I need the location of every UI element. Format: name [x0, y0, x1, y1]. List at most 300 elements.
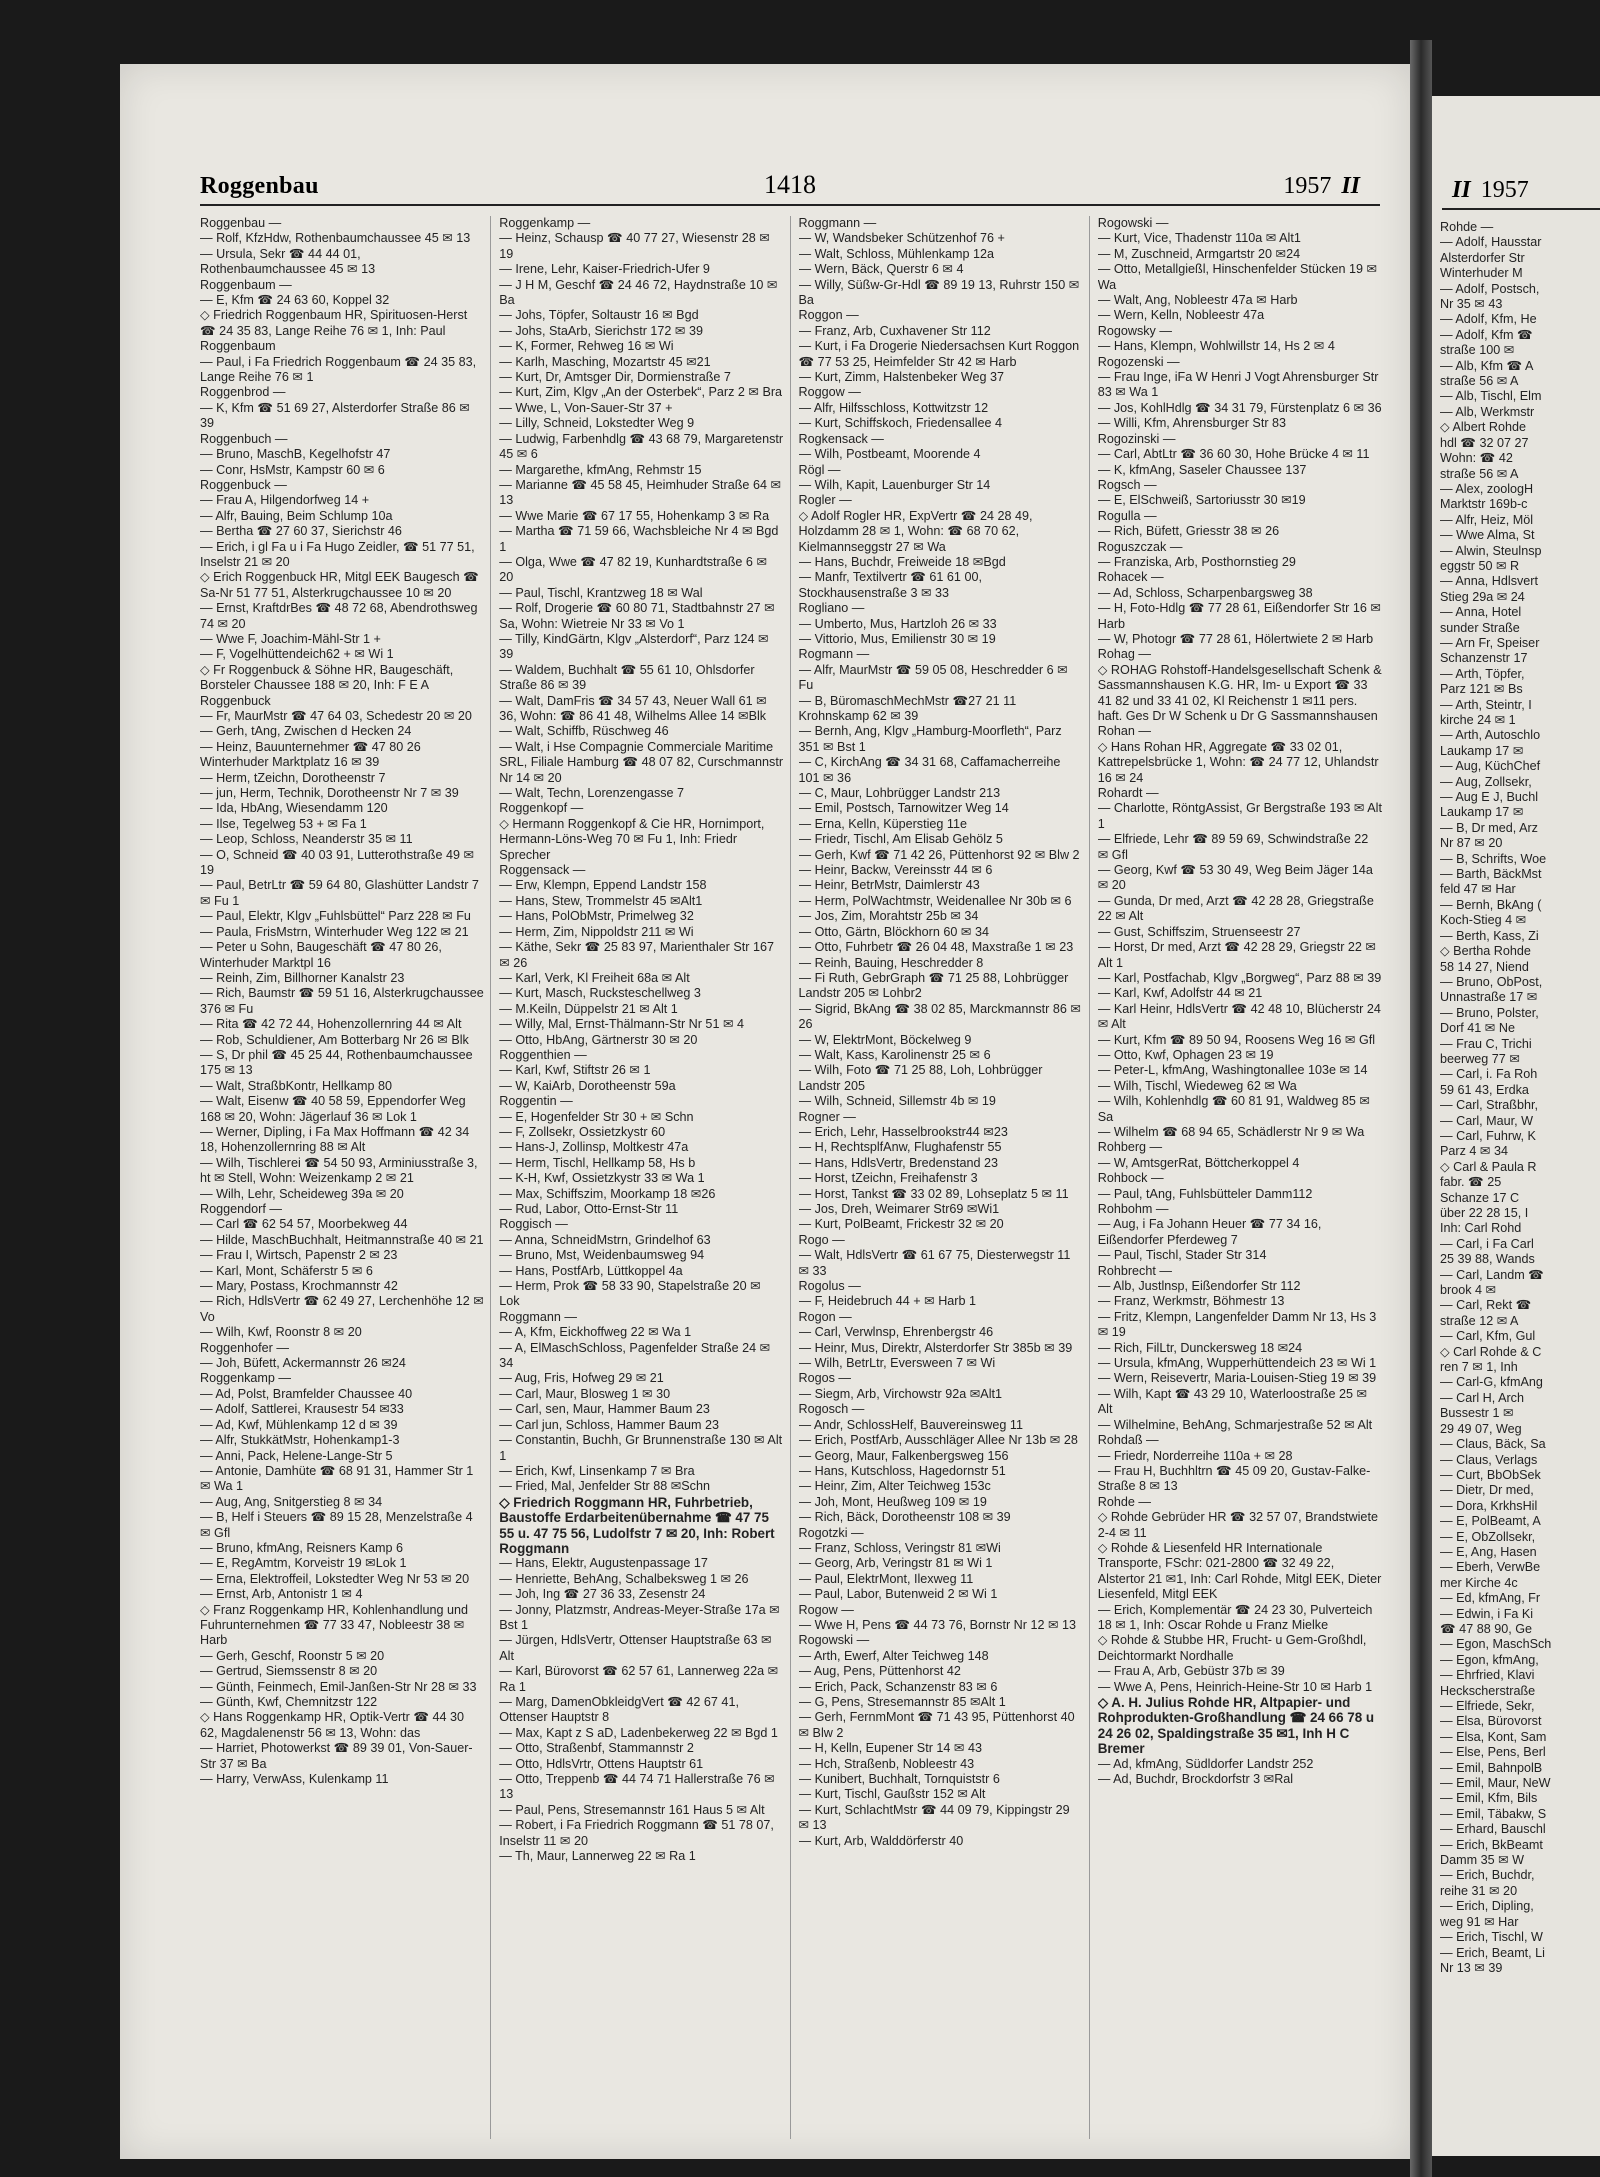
- right-entry: Heckscherstraße: [1440, 1683, 1536, 1698]
- directory-entry: — Heinz, Schausp ☎ 40 77 27, Wiesenstr 28 ✉ 19: [499, 231, 770, 261]
- right-entry: 59 61 43, Erdka: [1440, 1082, 1529, 1097]
- directory-entry: — Jürgen, HdlsVertr, Ottenser Hauptstraße 63 ✉ Alt: [499, 1633, 772, 1663]
- surname-heading: Roggenkamp —: [499, 216, 591, 230]
- right-entry: — Egon, MaschSch: [1440, 1637, 1552, 1652]
- running-head: [200, 164, 1380, 206]
- directory-entry: — Wilhelmine, BehAng, Schmarjestraße 52 ✉ Alt: [1097, 1417, 1373, 1432]
- directory-entry: — Kurt, Vice, Thadenstr 110a ✉ Alt1: [1097, 231, 1301, 246]
- directory-entry: — Walt, Schiffb, Rüschweg 46: [499, 724, 669, 739]
- directory-entry: — Karl, Mont, Schäferstr 5 ✉ 6: [200, 1263, 373, 1278]
- directory-entry: — Henriette, BehAng, Schalbeksweg 1 ✉ 26: [499, 1571, 749, 1586]
- right-entry: — Erich, Dipling,: [1440, 1899, 1534, 1914]
- directory-entry: — Georg, Maur, Falkenbergsweg 156: [798, 1448, 1009, 1463]
- right-entry: — Ed, kfmAng, Fr: [1440, 1591, 1541, 1606]
- directory-entry: — Erich, Komplementär ☎ 24 23 30, Pulverteich 18 ✉ 1, Inh: Oscar Rohde u Franz Mielke: [1097, 1602, 1373, 1632]
- directory-entry: — Heinr, BetrMstr, Daimlerstr 43: [798, 878, 980, 893]
- directory-entry: ◇ Hermann Roggenkopf & Cie HR, Hornimport, Hermann-Löns-Weg 70 ✉ Fu 1, Inh: Friedr Sprecher: [499, 816, 765, 862]
- directory-entry: — Walt, DamFris ☎ 34 57 43, Neuer Wall 61 ✉ 36, Wohn: ☎ 86 41 48, Wilhelms Allee 14 ✉Blk: [499, 693, 767, 723]
- surname-heading: Roggenbuch —: [200, 431, 288, 446]
- directory-entry: — Otto, Metallgießl, Hinschenfelder Stücken 19 ✉ Wa: [1097, 262, 1378, 292]
- right-entry: — Erich, Buchdr,: [1440, 1868, 1535, 1883]
- directory-entry: — Kurt, Zimm, Halstenbeker Weg 37: [798, 370, 1005, 385]
- right-entry: kirche 24 ✉ 1: [1440, 713, 1516, 727]
- directory-entry: — Hilde, MaschBuchhalt, Heitmannstraße 40 ✉ 21: [200, 1232, 484, 1247]
- directory-entry: — H, Kelln, Eupener Str 14 ✉ 43: [798, 1741, 982, 1756]
- directory-entry: — Erna, Elektroffeil, Lokstedter Weg Nr 53 ✉ 20: [200, 1571, 470, 1586]
- directory-entry: ◇ Adolf Rogler HR, ExpVertr ☎ 24 28 49, Holzdamm 28 ✉ 1, Wohn: ☎ 68 70 62, Kielmannseggstr 27 ✉ Wa: [798, 508, 1033, 554]
- directory-entry: — Wwe Marie ☎ 67 17 55, Hohenkamp 3 ✉ Ra: [499, 508, 770, 523]
- directory-entry: — Paul, Labor, Butenweid 2 ✉ Wi 1: [798, 1587, 998, 1602]
- directory-entry: — Otto, HdlsVrtr, Ottens Hauptstr 61: [499, 1756, 704, 1771]
- directory-entry: ◇ Franz Roggenkamp HR, Kohlenhandlung und Fuhrunternehmen ☎ 77 33 47, Nobleestr 38 ✉ Harb: [200, 1602, 469, 1648]
- directory-entry: — Kurt, Kfm ☎ 89 50 94, Roosens Weg 16 ✉ Gfl: [1097, 1032, 1376, 1047]
- right-entry: — Carl H, Arch: [1440, 1390, 1524, 1405]
- directory-entry: — Paul, i Fa Friedrich Roggenbaum ☎ 24 35 83, Lange Reihe 76 ✉ 1: [200, 354, 477, 385]
- right-entry: Marktstr 169b-c: [1440, 497, 1528, 512]
- right-entry: ◇ Albert Rohde: [1440, 420, 1526, 435]
- right-entry: straße 56 ✉ A: [1440, 466, 1519, 481]
- directory-entry: — Otto, Fuhrbetr ☎ 26 04 48, Maxstraße 1 ✉ 23: [798, 940, 1074, 955]
- directory-entry: — E, Hogenfelder Str 30 + ✉ Schn: [499, 1109, 694, 1124]
- directory-entry: — Jos, Zim, Morahtstr 25b ✉ 34: [798, 909, 979, 924]
- directory-entry: — Leop, Schloss, Neanderstr 35 ✉ 11: [200, 832, 413, 847]
- surname-heading: Rogler —: [798, 493, 852, 508]
- right-entry: — Carl, i Fa Carl: [1440, 1236, 1534, 1251]
- directory-entry: — Ida, HbAng, Wiesendamm 120: [200, 801, 388, 816]
- directory-entry: — Gunda, Dr med, Arzt ☎ 42 28 28, Griegstraße 22 ✉ Alt: [1097, 893, 1374, 924]
- directory-entry: — Wwe F, Joachim-Mähl-Str 1 +: [200, 631, 381, 646]
- directory-entry: — Anni, Pack, Helene-Lange-Str 5: [200, 1448, 393, 1463]
- directory-entry: — Wilh, Tischl, Wiedeweg 62 ✉ Wa: [1097, 1078, 1297, 1093]
- directory-entry: — Joh, Mont, Heußweg 109 ✉ 19: [798, 1494, 987, 1509]
- directory-entry: — Friedr, Tischl, Am Elisab Gehölz 5: [798, 832, 1003, 847]
- directory-entry: — Kurt, Zim, Klgv „An der Osterbek“, Parz 2 ✉ Bra: [499, 385, 783, 400]
- directory-entry: — E, ElSchweiß, Sartoriusstr 30 ✉19: [1097, 493, 1306, 508]
- right-entry: Inh: Carl Rohd: [1440, 1221, 1522, 1236]
- right-entry: — Emil, Kfm, Bils: [1440, 1791, 1538, 1806]
- right-entry: über 22 28 15, I: [1440, 1206, 1529, 1220]
- right-entry: Parz 121 ✉ Bs: [1440, 682, 1523, 697]
- directory-entry: — Bruno, kfmAng, Reisners Kamp 6: [200, 1540, 403, 1555]
- right-entry: fabr. ☎ 25: [1440, 1175, 1502, 1190]
- directory-entry: — Frau H, Buchhltrn ☎ 45 09 20, Gustav-Falke-Straße 8 ✉ 13: [1097, 1463, 1371, 1494]
- surname-heading: Rogozenski —: [1097, 354, 1180, 369]
- right-entry: sunder Straße: [1440, 620, 1520, 635]
- directory-columns: [200, 216, 1388, 2139]
- directory-entry: — Rolf, Drogerie ☎ 60 80 71, Stadtbahnstr 27 ✉ Sa, Wohn: Wietreie Nr 33 ✉ Vo 1: [499, 601, 775, 631]
- directory-entry: — Rob, Schuldiener, Am Botterbarg Nr 26 ✉ Blk: [200, 1032, 469, 1047]
- directory-entry: — Gerh, FernmMont ☎ 71 43 95, Püttenhorst 40 ✉ Blw 2: [798, 1710, 1075, 1740]
- right-entry: — Alfr, Heiz, Möl: [1440, 512, 1534, 527]
- directory-entry: — Paul, ElektrMont, Ilexweg 11: [798, 1571, 974, 1586]
- directory-entry: — Willy, Süßw-Gr-Hdl ☎ 89 19 13, Ruhrstr 150 ✉ Ba: [798, 277, 1080, 308]
- right-entry: Wohn: ☎ 42: [1440, 451, 1513, 466]
- directory-entry: — F, Zollsekr, Ossietzkystr 60: [499, 1124, 666, 1139]
- directory-entry: — E, RegAmtm, Korveistr 19 ✉Lok 1: [200, 1556, 407, 1571]
- directory-entry: — Hans-J, Zollinsp, Moltkestr 47a: [499, 1140, 689, 1155]
- directory-entry: — Hans, PostfArb, Lüttkoppel 4a: [499, 1263, 683, 1278]
- directory-entry: — Erich, i gl Fa u i Fa Hugo Zeidler, ☎ 51 77 51, Inselstr 21 ✉ 20: [200, 539, 475, 569]
- directory-entry: — Wilh, BetrLtr, Eversween 7 ✉ Wi: [798, 1356, 996, 1371]
- directory-entry: — F, Vogelhüttendeich62 + ✉ Wi 1: [200, 647, 394, 662]
- directory-entry: — Heinr, Backw, Vereinsstr 44 ✉ 6: [798, 863, 993, 878]
- directory-entry: — Wilh, Kwf, Roonstr 8 ✉ 20: [200, 1325, 362, 1340]
- directory-entry: — Hans, Klempn, Wohlwillstr 14, Hs 2 ✉ 4: [1097, 339, 1335, 354]
- directory-entry: — Andr, SchlossHelf, Bauvereinsweg 11: [798, 1417, 1023, 1432]
- directory-entry: — Joh, Ing ☎ 27 36 33, Zesenstr 24: [499, 1587, 706, 1602]
- directory-entry: — Alfr, StukkätMstr, Hohenkamp1-3: [200, 1433, 400, 1448]
- directory-entry: ◇ A. H. Julius Rohde HR, Altpapier- und Rohprodukten-Großhandlung ☎ 24 66 78 u 24 26 02, Spaldingstraße 35 ✉1, Inh H C Bremer: [1097, 1695, 1375, 1757]
- right-entry: — Berth, Kass, Zi: [1440, 928, 1539, 943]
- right-entry: — Arth, Töpfer,: [1440, 666, 1525, 681]
- directory-entry: — Werner, Dipling, i Fa Max Hoffmann ☎ 42 34 18, Hohenzollernring 88 ✉ Alt: [200, 1124, 470, 1155]
- directory-entry: — H, RechtsplfAnw, Flughafenstr 55: [798, 1140, 1002, 1155]
- directory-entry: — Willy, Mal, Ernst-Thälmann-Str Nr 51 ✉ 4: [499, 1017, 744, 1032]
- directory-entry: ◇ Rohde Gebrüder HR ☎ 32 57 07, Brandstwiete 2-4 ✉ 11: [1097, 1510, 1378, 1540]
- surname-heading: Rogosch —: [798, 1402, 865, 1417]
- directory-entry: — Franz, Arb, Cuxhavener Str 112: [798, 323, 991, 338]
- directory-entry: — Heinz, Bauunternehmer ☎ 47 80 26 Winterhuder Marktplatz 16 ✉ 39: [200, 739, 421, 770]
- right-entry: Stieg 29a ✉ 24: [1440, 589, 1525, 604]
- directory-entry: — Aug, i Fa Johann Heuer ☎ 77 34 16, Eißendorfer Pferdeweg 7: [1097, 1217, 1322, 1247]
- directory-entry: — Karl, Kwf, Adolfstr 44 ✉ 21: [1097, 986, 1263, 1001]
- surname-heading: Roggenbrod —: [200, 385, 286, 400]
- directory-entry: — Harriet, Photowerkst ☎ 89 39 01, Von-Sauer-Str 37 ✉ Ba: [200, 1741, 473, 1771]
- right-entry: — Carl, Kfm, Gul: [1440, 1329, 1536, 1344]
- surname-heading: Roggmann —: [499, 1309, 577, 1324]
- surname-heading: Rogon —: [798, 1309, 852, 1324]
- right-running-head: [1442, 168, 1600, 210]
- directory-entry: — Rich, Büfett, Griesstr 38 ✉ 26: [1097, 524, 1280, 539]
- directory-entry: ◇ Hans Rohan HR, Aggregate ☎ 33 02 01, Kattrepelsbrücke 1, Wohn: ☎ 24 77 12, Uhlandstr 16 ✉ 24: [1097, 739, 1379, 785]
- directory-entry: — Herm, PolWachtmstr, Weidenallee Nr 30b ✉ 6: [798, 893, 1072, 908]
- right-entry: ren 7 ✉ 1, Inh: [1440, 1360, 1518, 1375]
- column-1: [200, 216, 491, 2139]
- directory-entry: — A, ElMaschSchloss, Pagenfelder Straße 24 ✉ 34: [499, 1340, 771, 1371]
- directory-entry: — Ursula, kfmAng, Wupperhüttendeich 23 ✉ Wi 1: [1097, 1356, 1377, 1371]
- directory-entry: — W, Wandsbeker Schützenhof 76 +: [798, 231, 1005, 246]
- directory-entry: — K, Kfm ☎ 51 69 27, Alsterdorfer Straße 86 ✉ 39: [200, 400, 470, 431]
- right-entry: — B, Dr med, Arz: [1440, 820, 1538, 835]
- surname-heading: Rogulla —: [1097, 508, 1157, 523]
- right-entry: eggstr 50 ✉ R: [1440, 558, 1520, 573]
- surname-heading: Rohberg —: [1097, 1140, 1163, 1155]
- right-entry: — Claus, Bäck, Sa: [1440, 1437, 1546, 1452]
- directory-entry: — Frau I, Wirtsch, Papenstr 2 ✉ 23: [200, 1248, 398, 1263]
- surname-heading: Roggensack —: [499, 863, 586, 878]
- directory-entry: — Walt, Schloss, Mühlenkamp 12a: [798, 246, 995, 261]
- directory-entry: — Martha ☎ 71 59 66, Wachsbleiche Nr 4 ✉ Bgd 1: [499, 524, 779, 554]
- directory-entry: — Rich, Baumstr ☎ 59 51 16, Alsterkrugchaussee 376 ✉ Fu: [200, 986, 484, 1016]
- right-entry: 25 39 88, Wands: [1440, 1252, 1535, 1267]
- directory-entry: — Kunibert, Buchhalt, Tornquiststr 6: [798, 1772, 1000, 1787]
- directory-entry: — Hans, Stew, Trommelstr 45 ✉Alt1: [499, 893, 703, 908]
- directory-entry: — Aug, Fris, Hofweg 29 ✉ 21: [499, 1371, 664, 1386]
- directory-entry: ◇ Friedrich Roggmann HR, Fuhrbetrieb, Baustoffe Erdarbeitenübernahme ☎ 47 75 55 u. 47 75 56, Ludolfstr 7 ✉ 20, Inh: Robert Roggmann: [499, 1494, 775, 1556]
- directory-entry: — Horst, tZeichn, Freihafenstr 3: [798, 1171, 978, 1186]
- right-entry: — Claus, Verlags: [1440, 1452, 1538, 1467]
- directory-entry: — Robert, i Fa Friedrich Roggmann ☎ 51 78 07, Inselstr 11 ✉ 20: [499, 1818, 774, 1848]
- directory-entry: — Erich, Lehr, Hasselbrookstr44 ✉23: [798, 1124, 1008, 1139]
- surname-heading: Rohbohm —: [1097, 1202, 1169, 1216]
- right-entry: Laukamp 17 ✉: [1440, 805, 1524, 820]
- right-entry: reihe 31 ✉ 20: [1440, 1883, 1518, 1898]
- right-entry: — Emil, Maur, NeW: [1440, 1776, 1551, 1791]
- directory-entry: — Walt, Kass, Karolinenstr 25 ✉ 6: [798, 1047, 991, 1062]
- right-entry: — Wwe Alma, St: [1440, 528, 1535, 543]
- surname-heading: Rogowsky —: [1097, 323, 1172, 338]
- surname-heading: Rogowski —: [798, 1633, 870, 1648]
- right-entry: — Carl, Fuhrw, K: [1440, 1128, 1536, 1143]
- directory-entry: — Kurt, SchlachtMstr ☎ 44 09 79, Kippingstr 29 ✉ 13: [798, 1802, 1070, 1833]
- directory-entry: — W, KaiArb, Dorotheenstr 59a: [499, 1078, 676, 1093]
- directory-entry: — Alb, Justlnsp, Eißendorfer Str 112: [1097, 1279, 1301, 1294]
- directory-entry: — Walt, Eisenw ☎ 40 58 59, Eppendorfer Weg 168 ✉ 20, Wohn: Jägerlauf 36 ✉ Lok 1: [200, 1094, 466, 1124]
- directory-entry: — Kurt, Masch, Rucksteschellweg 3: [499, 986, 701, 1001]
- right-entry: — Elsa, Kont, Sam: [1440, 1729, 1547, 1744]
- header-year: 1957: [1283, 173, 1332, 199]
- directory-entry: — C, Maur, Lohbrügger Landstr 213: [798, 786, 1001, 801]
- surname-heading: Rohdaß —: [1097, 1433, 1159, 1448]
- directory-entry: — A, Kfm, Eickhoffweg 22 ✉ Wa 1: [499, 1325, 692, 1340]
- right-entry: hdl ☎ 32 07 27: [1440, 435, 1529, 450]
- right-entry: — Aug E J, Buchl: [1440, 790, 1539, 805]
- right-entry: — Arth, Steintr, I: [1440, 697, 1532, 712]
- directory-entry: — Erw, Klempn, Eppend Landstr 158: [499, 878, 707, 893]
- right-column: [1440, 220, 1600, 1976]
- directory-entry: — Walt, Techn, Lorenzengasse 7: [499, 786, 685, 801]
- surname-heading: Roggenbuck —: [200, 477, 287, 492]
- surname-heading: Roggendorf —: [200, 1202, 282, 1216]
- right-entry: — Carl-G, kfmAng: [1440, 1375, 1543, 1390]
- right-entry: Damm 35 ✉ W: [1440, 1853, 1525, 1868]
- right-entry: Schanze 17 C: [1440, 1190, 1520, 1205]
- right-entry: mer Kirche 4c: [1440, 1575, 1518, 1590]
- header-year-section: [1283, 173, 1360, 200]
- directory-entry: — Anna, SchneidMstrn, Grindelhof 63: [499, 1232, 711, 1247]
- surname-heading: Rogsch —: [1097, 477, 1157, 492]
- surname-heading: Rogolus —: [798, 1279, 861, 1294]
- right-entry: — Emil, Täbakw, S: [1440, 1806, 1547, 1821]
- directory-entry: — Walt, Ang, Nobleestr 47a ✉ Harb: [1097, 293, 1298, 308]
- right-entry: — Bruno, ObPost,: [1440, 974, 1543, 989]
- directory-entry: — Otto, Straßenbf, Stammannstr 2: [499, 1741, 694, 1756]
- directory-entry: — Ad, kfmAng, Südldorfer Landstr 252: [1097, 1756, 1314, 1771]
- right-entry: — Barth, BäckMst: [1440, 867, 1542, 882]
- directory-entry: — Fi Ruth, GebrGraph ☎ 71 25 88, Lohbrügger Landstr 205 ✉ Lohbr2: [798, 970, 1069, 1001]
- directory-entry: — Gerh, Kwf ☎ 71 42 26, Püttenhorst 92 ✉ Blw 2: [798, 847, 1080, 862]
- directory-entry: — Rolf, KfzHdw, Rothenbaumchaussee 45 ✉ 13: [200, 231, 471, 246]
- right-entry: — E, ObZollsekr,: [1440, 1529, 1536, 1544]
- directory-entry: — Carl, AbtLtr ☎ 36 60 30, Hohe Brücke 4 ✉ 11: [1097, 447, 1370, 462]
- directory-entry: — Ursula, Sekr ☎ 44 44 01, Rothenbaumchaussee 45 ✉ 13: [200, 246, 376, 277]
- directory-entry: — Paul, tAng, Fuhlsbütteler Damm112: [1097, 1186, 1313, 1201]
- right-entry: — Emil, BahnpolB: [1440, 1760, 1543, 1775]
- directory-entry: — Willi, Kfm, Ahrensburger Str 83: [1097, 416, 1287, 431]
- right-entry: 58 14 27, Niend: [1440, 959, 1529, 974]
- directory-entry: — Walt, i Hse Compagnie Commerciale Maritime SRL, Filiale Hamburg ☎ 48 07 82, Curschmannstr Nr 14 ✉ 20: [499, 739, 784, 785]
- directory-entry: — Karl, Verk, Kl Freiheit 68a ✉ Alt: [499, 970, 690, 985]
- directory-entry: — Ernst, Arb, Antonistr 1 ✉ 4: [200, 1587, 363, 1602]
- directory-entry: — Herm, Prok ☎ 58 33 90, Stapelstraße 20 ✉ Lok: [499, 1279, 761, 1309]
- surname-heading: Rogow —: [798, 1602, 854, 1617]
- directory-entry: — Gerh, tAng, Zwischen d Hecken 24: [200, 724, 412, 739]
- right-entry: — Erich, BkBeamt: [1440, 1837, 1543, 1852]
- book-gutter: [1410, 40, 1432, 2177]
- directory-entry: ◇ Rohde & Stubbe HR, Frucht- u Gem-Großhdl, Deichtormarkt Nordhalle: [1097, 1633, 1367, 1663]
- directory-entry: ◇ Erich Roggenbuck HR, Mitgl EEK Baugesch ☎ Sa-Nr 51 77 51, Alsterkrugchaussee 10 ✉ 20: [200, 570, 479, 600]
- directory-entry: — B, BüromaschMechMstr ☎27 21 11 Krohnskamp 62 ✉ 39: [798, 693, 1017, 723]
- directory-entry: — Reinh, Bauing, Heschredder 8: [798, 955, 984, 970]
- directory-entry: — Ad, Kwf, Mühlenkamp 12 d ✉ 39: [200, 1417, 398, 1432]
- right-entry: Winterhuder M: [1440, 266, 1523, 281]
- directory-entry: — Kurt, Tischl, Gaußstr 152 ✉ Alt: [798, 1787, 986, 1802]
- directory-entry: — Bertha ☎ 27 60 37, Sierichstr 46: [200, 524, 402, 539]
- right-entry: — Anna, Hotel: [1440, 605, 1522, 620]
- directory-entry: — Walt, HdlsVertr ☎ 61 67 75, Diesterwegstr 11 ✉ 33: [798, 1248, 1071, 1278]
- right-entry: — Elfriede, Sekr,: [1440, 1699, 1535, 1713]
- right-entry: — Adolf, Kfm ☎: [1440, 327, 1533, 342]
- right-entry: — Erich, Tischl, W: [1440, 1930, 1543, 1945]
- directory-entry: — Karl Heinr, HdlsVertr ☎ 42 48 10, Blücherstr 24 ✉ Alt: [1097, 1001, 1381, 1032]
- directory-entry: — Charlotte, RöntgAssist, Gr Bergstraße 193 ✉ Alt 1: [1097, 801, 1382, 831]
- directory-entry: — Paul, Pens, Stresemannstr 161 Haus 5 ✉ Alt: [499, 1802, 765, 1817]
- right-entry: — Alwin, Steulnsp: [1440, 543, 1542, 558]
- right-entry: beerweg 77 ✉: [1440, 1051, 1520, 1066]
- directory-entry: — Carl, Maur, Blosweg 1 ✉ 30: [499, 1386, 671, 1401]
- directory-entry: — Wwe A, Pens, Heinrich-Heine-Str 10 ✉ Harb 1: [1097, 1679, 1373, 1694]
- directory-entry: ◇ Rohde & Liesenfeld HR Internationale Transporte, FSchr: 021-2800 ☎ 32 49 22, Alstertor 21 ✉1, Inh: Carl Rohde, Mitgl EEK, Dieter Liesenfeld, Mitgl EEK: [1097, 1540, 1382, 1602]
- directory-entry: — Rud, Labor, Otto-Ernst-Str 11: [499, 1202, 679, 1216]
- directory-entry: — H, Foto-Hdlg ☎ 77 28 61, Eißendorfer Str 16 ✉ Harb: [1097, 601, 1381, 631]
- right-entry: — Else, Pens, Berl: [1440, 1745, 1546, 1760]
- directory-entry: — Hans, HdlsVertr, Bredenstand 23: [798, 1155, 999, 1170]
- right-entry: straße 12 ✉ A: [1440, 1313, 1519, 1328]
- right-entry: — Alb, Werkmstr: [1440, 404, 1535, 419]
- directory-entry: — Günth, Kwf, Chemnitzstr 122: [200, 1695, 378, 1709]
- directory-entry: — Wwe, L, Von-Sauer-Str 37 +: [499, 400, 673, 415]
- directory-entry: — Horst, Dr med, Arzt ☎ 42 28 29, Griegstr 22 ✉ Alt 1: [1097, 940, 1376, 970]
- directory-entry: — Peter u Sohn, Baugeschäft ☎ 47 80 26, Winterhuder Marktpl 16: [200, 940, 442, 970]
- directory-entry: — Wern, Kelln, Nobleestr 47a: [1097, 308, 1265, 323]
- directory-entry: — Heinr, Zim, Alter Teichweg 153c: [798, 1479, 991, 1494]
- directory-entry: — Paula, FrisMstrn, Winterhuder Weg 122 ✉ 21: [200, 924, 469, 939]
- directory-entry: — Elfriede, Lehr ☎ 89 59 69, Schwindstraße 22 ✉ Gfl: [1097, 832, 1369, 862]
- directory-entry: — Harry, VerwAss, Kulenkamp 11: [200, 1772, 389, 1787]
- surname-heading: Rogkensack —: [798, 431, 884, 446]
- surname-heading: Rogner —: [798, 1109, 856, 1124]
- directory-entry: — Wilh, Foto ☎ 71 25 88, Loh, Lohbrügger Landstr 205: [798, 1063, 1043, 1093]
- directory-entry: — Frau Inge, iFa W Henri J Vogt Ahrensburger Str 83 ✉ Wa 1: [1097, 370, 1379, 400]
- directory-entry: — Reinh, Zim, Billhorner Kanalstr 23: [200, 970, 405, 985]
- directory-entry: — Carl ☎ 62 54 57, Moorbekweg 44: [200, 1217, 408, 1232]
- right-entry: 29 49 07, Weg: [1440, 1421, 1522, 1436]
- surname-heading: Roggentin —: [499, 1094, 573, 1109]
- right-entry: — Alb, Kfm ☎ A: [1440, 358, 1534, 373]
- directory-entry: — Wilh, Lehr, Scheideweg 39a ✉ 20: [200, 1186, 404, 1201]
- directory-entry: — Otto, Treppenb ☎ 44 74 71 Hallerstraße 76 ✉ 13: [499, 1772, 775, 1802]
- directory-entry: — Johs, Töpfer, Soltaustr 16 ✉ Bgd: [499, 308, 699, 323]
- header-keyword: Roggenbau: [200, 173, 319, 199]
- directory-entry: — Bernh, Ang, Klgv „Hamburg-Moorfleth“, Parz 351 ✉ Bst 1: [798, 724, 1062, 754]
- column-3: [799, 216, 1090, 2139]
- right-entry: — Erich, Beamt, Li: [1440, 1945, 1545, 1960]
- header-section: II: [1341, 173, 1360, 199]
- right-entry: — Carl, i. Fa Roh: [1440, 1067, 1538, 1082]
- right-entry: — Curt, BbObSek: [1440, 1467, 1541, 1482]
- surname-heading: Rohardt —: [1097, 786, 1159, 801]
- directory-entry: — Wern, Reisevertr, Maria-Louisen-Stieg 19 ✉ 39: [1097, 1371, 1377, 1386]
- directory-entry: — Rich, FilLtr, Dunckersweg 18 ✉24: [1097, 1340, 1303, 1355]
- directory-entry: — W, ElektrMont, Böckelweg 9: [798, 1032, 972, 1047]
- directory-entry: — Wilh, Schneid, Sillemstr 4b ✉ 19: [798, 1094, 996, 1109]
- directory-entry: — Umberto, Mus, Hartzloh 26 ✉ 33: [798, 616, 997, 631]
- directory-entry: — Herm, Zim, Nippoldstr 211 ✉ Wi: [499, 924, 694, 939]
- directory-entry: — Lilly, Schneid, Lokstedter Weg 9: [499, 416, 695, 431]
- directory-entry: — Erich, Kwf, Linsenkamp 7 ✉ Bra: [499, 1463, 695, 1478]
- right-entry: — Bernh, BkAng (: [1440, 897, 1542, 912]
- directory-entry: — J H M, Geschf ☎ 24 46 72, Haydnstraße 10 ✉ Ba: [499, 277, 778, 308]
- right-entry: — Arth, Autoschlo: [1440, 728, 1541, 743]
- directory-entry: — Bruno, MaschB, Kegelhofstr 47: [200, 447, 391, 462]
- directory-entry: — Constantin, Buchh, Gr Brunnenstraße 130 ✉ Alt 1: [499, 1433, 783, 1463]
- directory-entry: — M.Keiln, Düppelstr 21 ✉ Alt 1: [499, 1001, 678, 1016]
- right-entry: — Adolf, Kfm, He: [1440, 312, 1537, 327]
- directory-entry: — Georg, Arb, Veringstr 81 ✉ Wi 1: [798, 1556, 993, 1571]
- directory-entry: — Ludwig, Farbenhdlg ☎ 43 68 79, Margaretenstr 45 ✉ 6: [499, 431, 784, 462]
- right-entry: — Alb, Tischl, Elm: [1440, 389, 1542, 404]
- right-entry: straße 56 ✉ A: [1440, 374, 1519, 389]
- directory-entry: — Hans, Buchdr, Freiweide 18 ✉Bgd: [798, 554, 1006, 569]
- directory-entry: — Heinr, Mus, Direktr, Alsterdorfer Str 385b ✉ 39: [798, 1340, 1073, 1355]
- directory-entry: — Kurt, Arb, Walddörferstr 40: [798, 1833, 964, 1848]
- directory-entry: — Frau A, Arb, Gebüstr 37b ✉ 39: [1097, 1664, 1285, 1679]
- right-entry: ☎ 47 88 90, Ge: [1440, 1621, 1533, 1636]
- right-entry: Alsterdorfer Str: [1440, 250, 1525, 265]
- directory-entry: — Joh, Büfett, Ackermannstr 26 ✉24: [200, 1356, 406, 1371]
- right-entry: — Dora, KrkhsHil: [1440, 1498, 1538, 1513]
- surname-heading: Rogos —: [798, 1371, 851, 1386]
- right-entry: ◇ Carl Rohde & C: [1440, 1344, 1542, 1359]
- right-entry: Schanzenstr 17: [1440, 651, 1528, 666]
- directory-entry: — Peter-L, kfmAng, Washingtonallee 103e ✉ 14: [1097, 1063, 1368, 1078]
- directory-entry: — Conr, HsMstr, Kampstr 60 ✉ 6: [200, 462, 385, 477]
- directory-entry: — B, Helf i Steuers ☎ 89 15 28, Menzelstraße 4 ✉ Gfl: [200, 1510, 473, 1540]
- directory-entry: — Marg, DamenObkleidgVert ☎ 42 67 41, Ottenser Hauptstr 8: [499, 1695, 739, 1725]
- directory-entry: — Kurt, PolBeamt, Frickestr 32 ✉ 20: [798, 1217, 1004, 1232]
- directory-entry: — Margarethe, kfmAng, Rehmstr 15: [499, 462, 702, 477]
- right-entry: — Eberh, VerwBe: [1440, 1560, 1541, 1575]
- directory-entry: — Paul, Elektr, Klgv „Fuhlsbüttel“ Parz 228 ✉ Fu: [200, 909, 471, 924]
- right-entry: Nr 35 ✉ 43: [1440, 297, 1503, 312]
- right-entry: — Carl, Straßbhr,: [1440, 1098, 1538, 1113]
- right-entry: ◇ Bertha Rohde: [1440, 944, 1531, 959]
- right-entry: — Dietr, Dr med,: [1440, 1483, 1534, 1498]
- directory-entry: — Kurt, Schiffskoch, Friedensallee 4: [798, 416, 1002, 431]
- directory-entry: — Irene, Lehr, Kaiser-Friedrich-Ufer 9: [499, 262, 710, 277]
- right-entry: ◇ Carl & Paula R: [1440, 1159, 1537, 1174]
- directory-entry: — Franziska, Arb, Posthornstieg 29: [1097, 554, 1296, 569]
- directory-entry: — Friedr, Norderreihe 110a + ✉ 28: [1097, 1448, 1293, 1463]
- right-year: 1957: [1480, 177, 1529, 203]
- directory-entry: — Tilly, KindGärtn, Klgv „Alsterdorf“, Parz 124 ✉ 39: [499, 631, 769, 662]
- surname-heading: Roggenthien —: [499, 1047, 587, 1062]
- directory-entry: — Alfr, MaurMstr ☎ 59 05 08, Heschredder 6 ✉ Fu: [798, 662, 1068, 693]
- directory-entry: — Otto, Kwf, Ophagen 23 ✉ 19: [1097, 1047, 1274, 1062]
- right-entry: — Frau C, Trichi: [1440, 1036, 1532, 1051]
- surname-heading: Rogliano —: [798, 601, 865, 616]
- directory-entry: — Wwe H, Pens ☎ 44 73 76, Bornstr Nr 12 ✉ 13: [798, 1617, 1077, 1632]
